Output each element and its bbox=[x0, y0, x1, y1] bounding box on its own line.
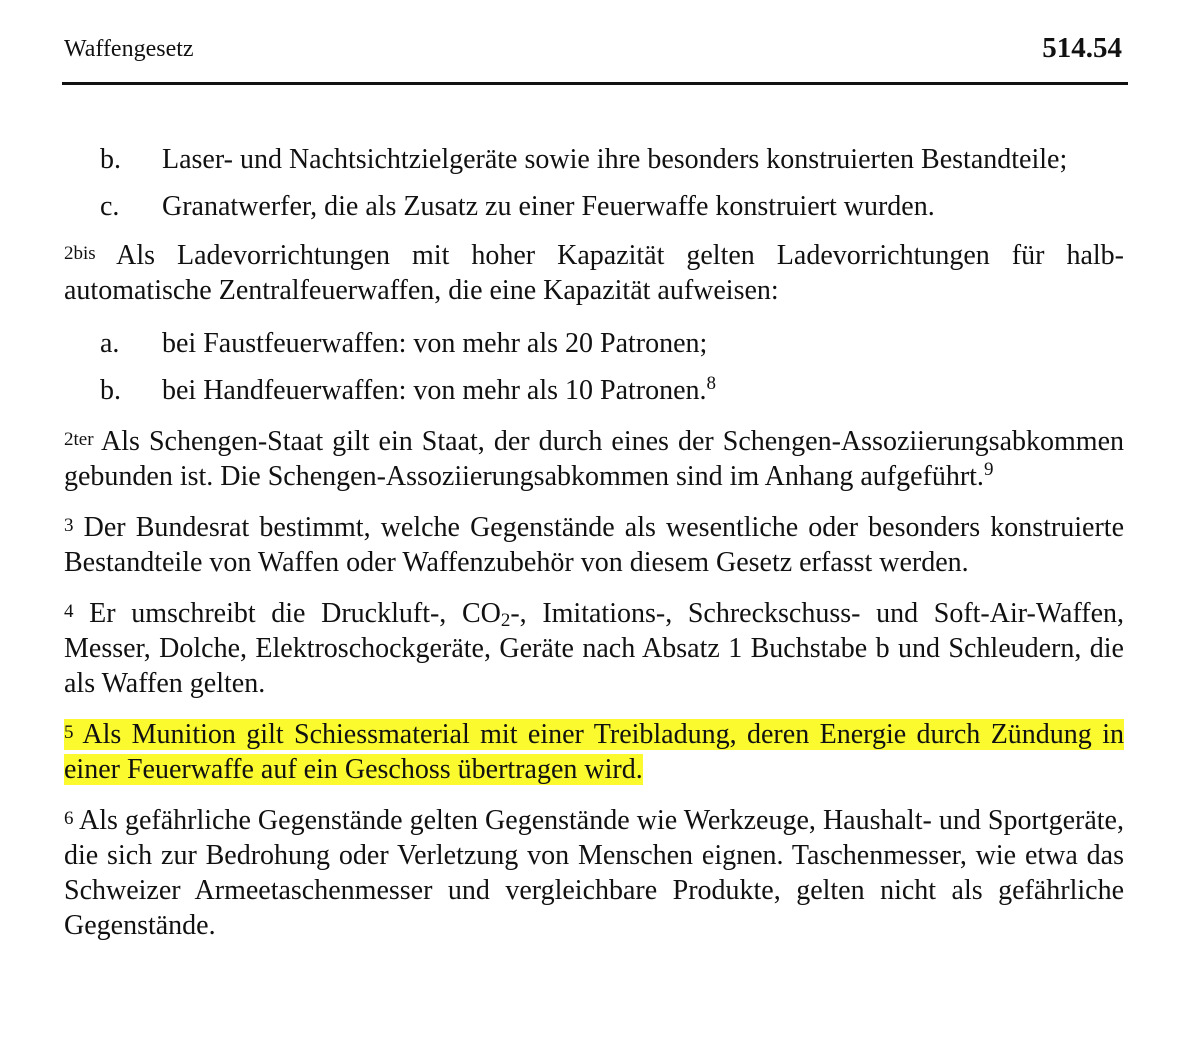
footnote-marker: 8 bbox=[706, 373, 717, 394]
page-header bbox=[62, 30, 1128, 85]
document-body bbox=[64, 142, 1124, 943]
highlighted-passage bbox=[64, 719, 1124, 785]
paragraph-6 bbox=[64, 803, 1124, 943]
list-item-text: bei Handfeuerwaffen: von mehr als 10 Patronen. bbox=[162, 375, 707, 406]
law-title: Waffengesetz bbox=[64, 36, 194, 62]
paragraph-2bis bbox=[64, 238, 1124, 308]
paragraph-5 bbox=[64, 717, 1124, 787]
paragraph-text: Der Bundesrat bestimmt, welche Gegenstände als wesentliche oder besonders konstruierte Bestandteile von Waffen oder Waffenzubehör von diesem Gesetz erfasst werden. bbox=[64, 512, 1124, 578]
list-item bbox=[64, 373, 1124, 408]
list-item-letter: c. bbox=[100, 191, 120, 222]
list-item bbox=[64, 326, 1124, 361]
paragraph-number: 2bis bbox=[64, 243, 96, 264]
paragraph-number: 2ter bbox=[64, 429, 94, 450]
paragraph-2ter bbox=[64, 424, 1124, 494]
paragraph-number: 3 bbox=[64, 515, 74, 536]
footnote-marker: 9 bbox=[983, 459, 994, 480]
paragraph-number: 4 bbox=[64, 601, 74, 622]
list-item-letter: a. bbox=[100, 328, 120, 359]
list-item-letter: b. bbox=[100, 144, 121, 175]
list-item-text: Laser- und Nachtsichtzielgeräte sowie ihre besonders konstruierten Bestandteile; bbox=[162, 144, 1068, 175]
paragraph-text: Als Ladevorrichtungen mit hoher Kapazität gelten Ladevorrichtungen für halbautomatische Zentralfeuerwaffen, die eine Kapazität aufweisen: bbox=[64, 240, 1124, 306]
law-number: 514.54 bbox=[1042, 32, 1122, 64]
paragraph-number: 5 bbox=[64, 722, 74, 743]
list-item bbox=[64, 189, 1124, 224]
subscript: 2 bbox=[500, 610, 511, 631]
paragraph-number: 6 bbox=[64, 808, 74, 829]
list-item bbox=[64, 142, 1124, 177]
paragraph-4 bbox=[64, 596, 1124, 701]
paragraph-text: Als Munition gilt Schiessmaterial mit einer Treibladung, deren Energie durch Zündung in einer Feuerwaffe auf ein Geschoss übertragen wird. bbox=[64, 719, 1124, 785]
list-item-letter: b. bbox=[100, 375, 121, 406]
paragraph-3 bbox=[64, 510, 1124, 580]
list-item-text: bei Faustfeuerwaffen: von mehr als 20 Patronen; bbox=[162, 328, 708, 359]
list-item-text: Granatwerfer, die als Zusatz zu einer Feuerwaffe konstruiert wurden. bbox=[162, 191, 935, 222]
paragraph-text: Er umschreibt die Druckluft-, CO bbox=[89, 598, 501, 629]
paragraph-text-continued: -, Imitations-, Schreckschuss- und Soft-Air-Waffen, Messer, Dolche, Elektroschockgeräte, Geräte nach Absatz 1 Buchstabe b und Schleudern, die als Waffen gelten. bbox=[64, 598, 1125, 699]
paragraph-text: Als gefährliche Gegenstände gelten Gegenstände wie Werkzeuge, Haushalt- und Sportgeräte, die sich zur Bedrohung oder Verletzung von Menschen eignen. Taschenmesser, wie etwa das Schweizer Armeetaschenmesser und vergleichbare Produkte, gelten nicht als gefährliche Gegenstände. bbox=[64, 805, 1124, 941]
paragraph-text: Als Schengen-Staat gilt ein Staat, der durch eines der Schengen-Assoziierungsabkommen gebunden ist. Die Schengen-Assoziierungsabkommen sind im Anhang aufgeführt. bbox=[64, 426, 1124, 492]
